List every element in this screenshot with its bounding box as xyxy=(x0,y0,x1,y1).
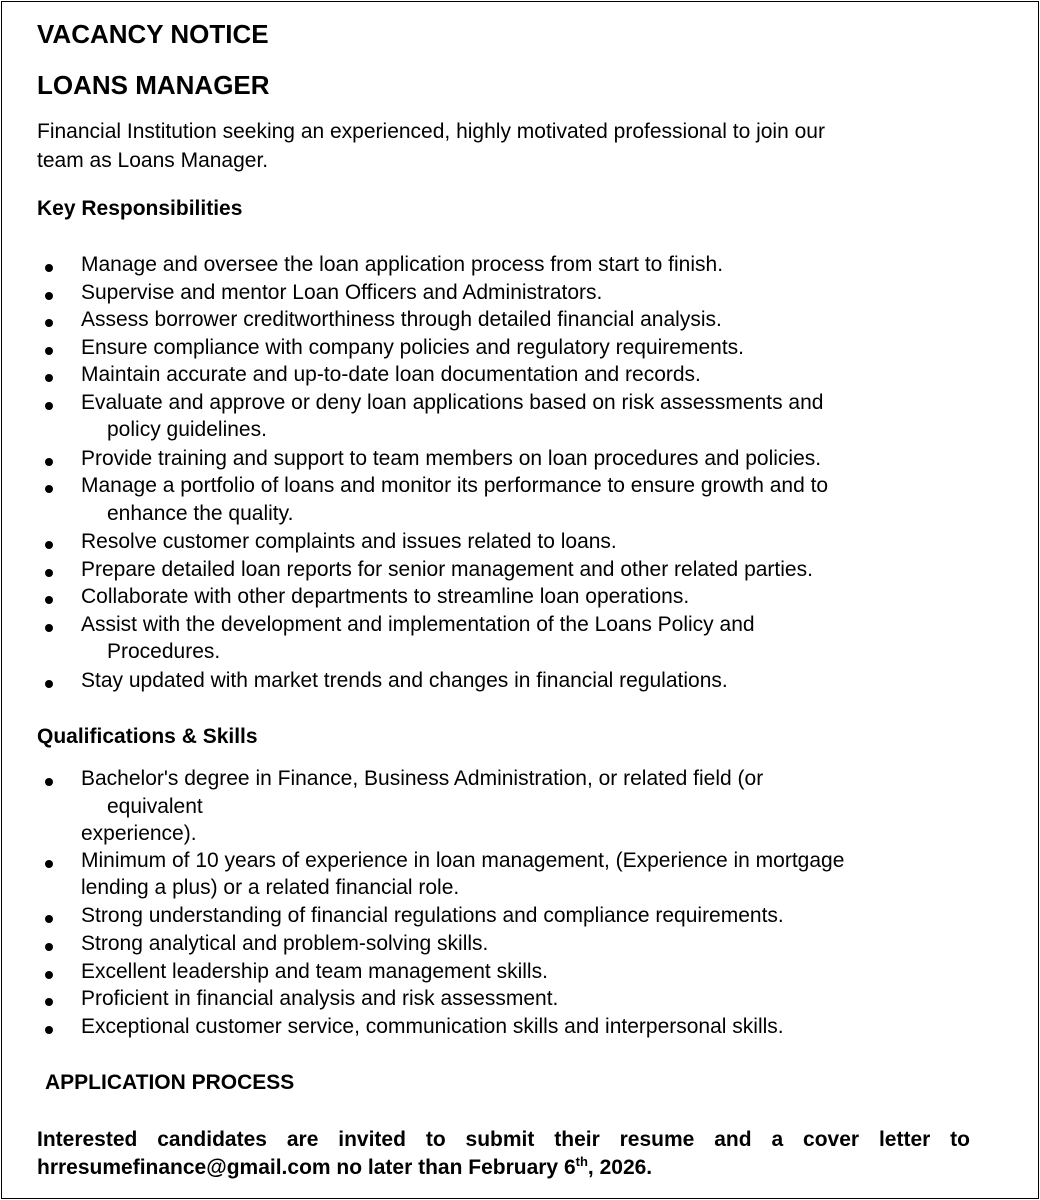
bullet-icon xyxy=(45,998,53,1006)
bullet-icon xyxy=(45,971,53,979)
bullet-icon xyxy=(45,596,53,604)
application-year-text: , 2026. xyxy=(587,1156,653,1179)
list-item-text: Manage a portfolio of loans and monitor its performance to ensure growth and to xyxy=(81,474,829,497)
list-item-text: Bachelor's degree in Finance, Business Administration, or related field (or xyxy=(81,767,764,790)
bullet-icon xyxy=(45,402,53,410)
bullet-icon xyxy=(45,541,53,549)
list-item-text: Excellent leadership and team management skills. xyxy=(81,960,548,983)
list-item-continuation: experience). xyxy=(81,822,197,845)
responsibilities-heading: Key Responsibilities xyxy=(37,197,243,220)
list-item-text: Proficient in financial analysis and risk assessment. xyxy=(81,987,559,1010)
list-item-text: Maintain accurate and up-to-date loan documentation and records. xyxy=(81,363,701,386)
bullet-icon xyxy=(45,458,53,466)
bullet-icon xyxy=(45,624,53,632)
application-heading: APPLICATION PROCESS xyxy=(45,1071,295,1094)
bullet-icon xyxy=(45,915,53,923)
list-item-text: Strong understanding of financial regulations and compliance requirements. xyxy=(81,904,784,927)
notice-title: VACANCY NOTICE xyxy=(37,19,269,49)
list-item-text: Provide training and support to team members on loan procedures and policies. xyxy=(81,447,822,470)
bullet-icon xyxy=(45,347,53,355)
application-line-1: Interested candidates are invited to submit their resume and a cover letter to xyxy=(37,1128,970,1151)
bullet-icon xyxy=(45,943,53,951)
application-deadline-text: hrresumefinance@gmail.com no later than February 6 xyxy=(37,1156,576,1179)
intro-line-1: Financial Institution seeking an experienced, highly motivated professional to join our xyxy=(37,120,825,143)
list-item-text: Strong analytical and problem-solving skills. xyxy=(81,932,489,955)
list-item-text: Stay updated with market trends and changes in financial regulations. xyxy=(81,669,728,692)
qualifications-heading: Qualifications & Skills xyxy=(37,725,258,748)
list-item-text: Assess borrower creditworthiness through detailed financial analysis. xyxy=(81,308,722,331)
list-item-continuation: equivalent xyxy=(107,795,203,818)
list-item-text: Ensure compliance with company policies and regulatory requirements. xyxy=(81,336,744,359)
list-item-text: Assist with the development and implementation of the Loans Policy and xyxy=(81,613,755,636)
list-item-continuation: policy guidelines. xyxy=(107,418,267,441)
list-item-continuation: lending a plus) or a related financial role. xyxy=(81,876,460,899)
bullet-icon xyxy=(45,485,53,493)
bullet-icon xyxy=(45,264,53,272)
bullet-icon xyxy=(45,1026,53,1034)
list-item-continuation: enhance the quality. xyxy=(107,502,294,525)
list-item-text: Minimum of 10 years of experience in loan management, (Experience in mortgage xyxy=(81,849,845,872)
list-item-text: Supervise and mentor Loan Officers and Administrators. xyxy=(81,281,603,304)
position-title: LOANS MANAGER xyxy=(37,70,270,100)
bullet-icon xyxy=(45,860,53,868)
list-item-text: Evaluate and approve or deny loan applications based on risk assessments and xyxy=(81,391,824,414)
bullet-icon xyxy=(45,569,53,577)
application-line-2 xyxy=(37,1156,652,1180)
list-item-text: Prepare detailed loan reports for senior management and other related parties. xyxy=(81,558,813,581)
intro-line-2: team as Loans Manager. xyxy=(37,149,269,172)
bullet-icon xyxy=(45,778,53,786)
bullet-icon xyxy=(45,292,53,300)
list-item-continuation: Procedures. xyxy=(107,640,221,663)
list-item-text: Collaborate with other departments to streamline loan operations. xyxy=(81,585,690,608)
bullet-icon xyxy=(45,680,53,688)
list-item-text: Manage and oversee the loan application process from start to finish. xyxy=(81,253,724,276)
bullet-icon xyxy=(45,319,53,327)
list-item-text: Resolve customer complaints and issues related to loans. xyxy=(81,530,617,553)
date-ordinal-suffix: th xyxy=(575,1154,588,1169)
list-item-text: Exceptional customer service, communication skills and interpersonal skills. xyxy=(81,1015,784,1038)
bullet-icon xyxy=(45,374,53,382)
